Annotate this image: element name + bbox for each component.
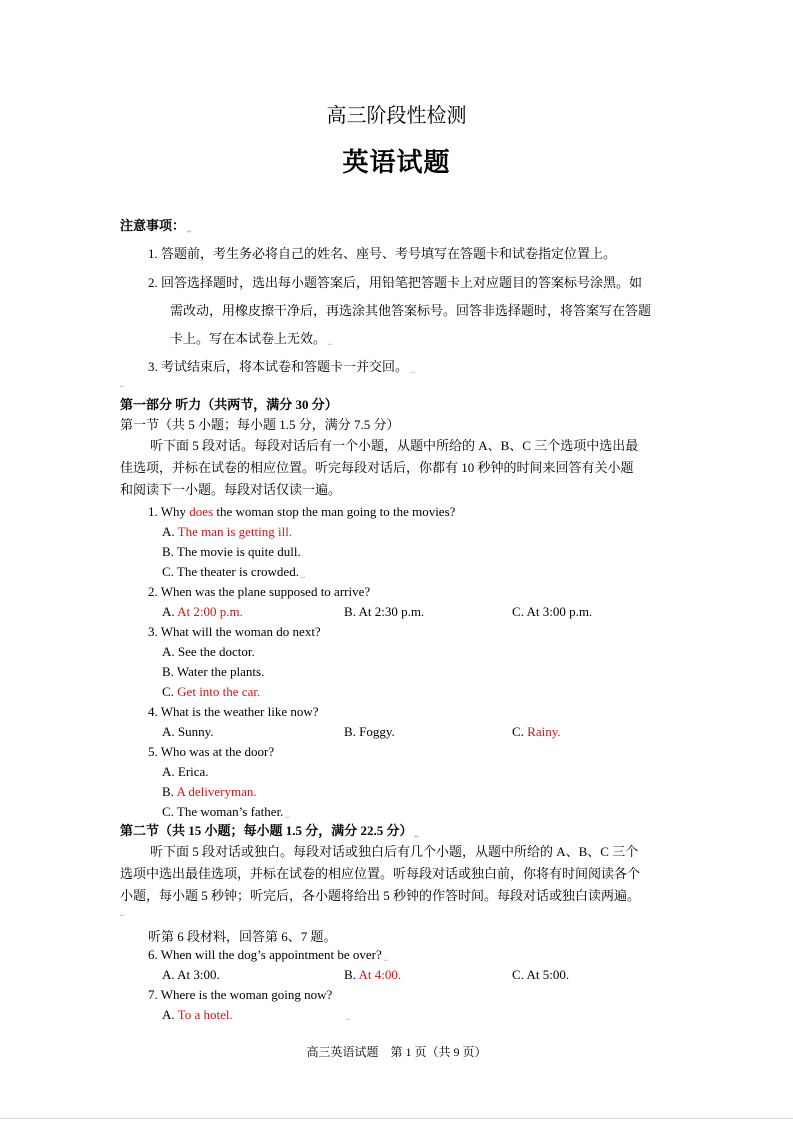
notice-item-text: 考试结束后，将本试卷和答题卡一并交回。 <box>161 359 409 374</box>
question-3-option-c: C. Get into the car. <box>162 684 261 699</box>
notice-item-2 <box>148 274 642 292</box>
edit-mark-icon: ⎵ <box>346 1010 350 1020</box>
edit-mark-icon: ⎵ <box>412 827 419 837</box>
notice-item-text: 回答选择题时，选出每小题答案后，用铅笔把答题卡上对应题目的答案标号涂黑。如 <box>161 275 643 290</box>
question-4-option-c: C. Rainy. <box>512 724 561 739</box>
notice-heading: 注意事项： ⎵ <box>120 218 191 233</box>
question-7-option-a: A. To a hotel. <box>162 1007 233 1022</box>
question-4-option-b: B. Foggy. <box>344 724 395 739</box>
question-5-stem: 5. Who was at the door? <box>148 744 275 759</box>
section1-instructions-line-3: 和阅读下一小题。每段对话仅读一遍。 <box>120 482 342 497</box>
edit-mark-icon: ⎵ <box>326 335 332 345</box>
question-6-option-b: B. At 4:00. <box>344 967 402 982</box>
section2-instructions-line-3: 小题，每小题 5 秒钟；听完后，各小题将给出 5 秒钟的作答时间。每段对话或独白读两遍。 <box>120 888 641 903</box>
question-2-option-c: C. At 3:00 p.m. <box>512 604 593 619</box>
question-1-option-b: B. The movie is quite dull. <box>162 544 301 559</box>
section2-instructions-line-2: 选项中选出最佳选项，并标在试卷的相应位置。听每段对话或独白前，你将有时间阅读各个 <box>120 866 641 881</box>
question-6-stem: 6. When will the dog’s appointment be over? ⎵ <box>148 947 388 962</box>
question-5-option-a: A. Erica. <box>162 764 209 779</box>
question-2-option-a: A. At 2:00 p.m. <box>162 604 243 619</box>
question-6-option-c: C. At 5:00. <box>512 967 570 982</box>
notice-item-2-line-2: 需改动，用橡皮擦干净后，再选涂其他答案标号。回答非选择题时，将答案写在答题 <box>170 303 652 318</box>
question-5-option-c: C. The woman’s father. ⎵ <box>162 804 290 819</box>
edit-mark-icon: ⎵ <box>120 377 124 387</box>
question-3-stem: 3. What will the woman do next? <box>148 624 321 639</box>
question-3-option-b: B. Water the plants. <box>162 664 265 679</box>
question-3-option-a: A. See the doctor. <box>162 644 255 659</box>
section1-instructions-line-1: 听下面 5 段对话。每段对话后有一个小题，从题中所给的 A、B、C 三个选项中选出最 <box>150 438 639 453</box>
edit-mark-icon: ⎵ <box>283 808 290 818</box>
notice-item-text: 答题前，考生务必将自己的姓名、座号、考号填写在答题卡和试卷指定位置上。 <box>161 246 617 261</box>
question-2-stem: 2. When was the plane supposed to arrive? <box>148 584 371 599</box>
page-footer: 高三英语试题 第 1 页（共 9 页） <box>306 1045 487 1059</box>
question-2-option-b: B. At 2:30 p.m. <box>344 604 425 619</box>
notice-item-number: 1. <box>148 246 158 261</box>
section2-instructions-line-1: 听下面 5 段对话或独白。每段对话或独白后有几个小题，从题中所给的 A、B、C 三个 <box>150 844 639 859</box>
edit-mark-icon: ⎵ <box>185 222 191 232</box>
notice-item-2-line-3: 卡上。写在本试卷上无效。 ⎵ <box>170 331 332 346</box>
question-1-stem: 1. Why does the woman stop the man going to the movies? <box>148 504 456 519</box>
notice-item-3 <box>148 358 415 377</box>
exam-title: 英语试题 <box>342 148 451 177</box>
exam-subtitle: 高三阶段性检测 <box>326 105 467 127</box>
question-1-option-a: A. The man is getting ill. <box>162 524 293 539</box>
question-7-stem: 7. Where is the woman going now? <box>148 987 333 1002</box>
page-bottom-divider <box>0 1118 793 1119</box>
question-1-option-c: C. The theater is crowded. ⎵ <box>162 564 305 579</box>
part1-heading: 第一部分 听力（共两节，满分 30 分） <box>120 397 338 412</box>
notice-item-number: 2. <box>148 275 158 290</box>
question-4-option-a: A. Sunny. <box>162 724 214 739</box>
edit-mark-icon: ⎵ <box>120 906 124 916</box>
edit-mark-icon: ⎵ <box>298 568 305 578</box>
edit-mark-icon: ⎵ <box>381 951 388 961</box>
question-4-stem: 4. What is the weather like now? <box>148 704 319 719</box>
notice-item-number: 3. <box>148 359 158 374</box>
question-6-option-a: A. At 3:00. <box>162 967 220 982</box>
question-5-option-b: B. A deliveryman. <box>162 784 257 799</box>
edit-mark-icon: ⎵ <box>411 363 415 373</box>
section2-heading: 第二节（共 15 小题；每小题 1.5 分，满分 22.5 分） ⎵ <box>120 823 419 838</box>
notice-item-1 <box>148 245 616 263</box>
section1-instructions-line-2: 佳选项，并标在试卷的相应位置。听完每段对话后，你都有 10 秒钟的时间来回答有关小题 <box>120 460 634 475</box>
section2-material-note: 听第 6 段材料，回答第 6、7 题。 <box>148 929 337 944</box>
section1-heading: 第一节（共 5 小题；每小题 1.5 分，满分 7.5 分） <box>120 417 400 432</box>
